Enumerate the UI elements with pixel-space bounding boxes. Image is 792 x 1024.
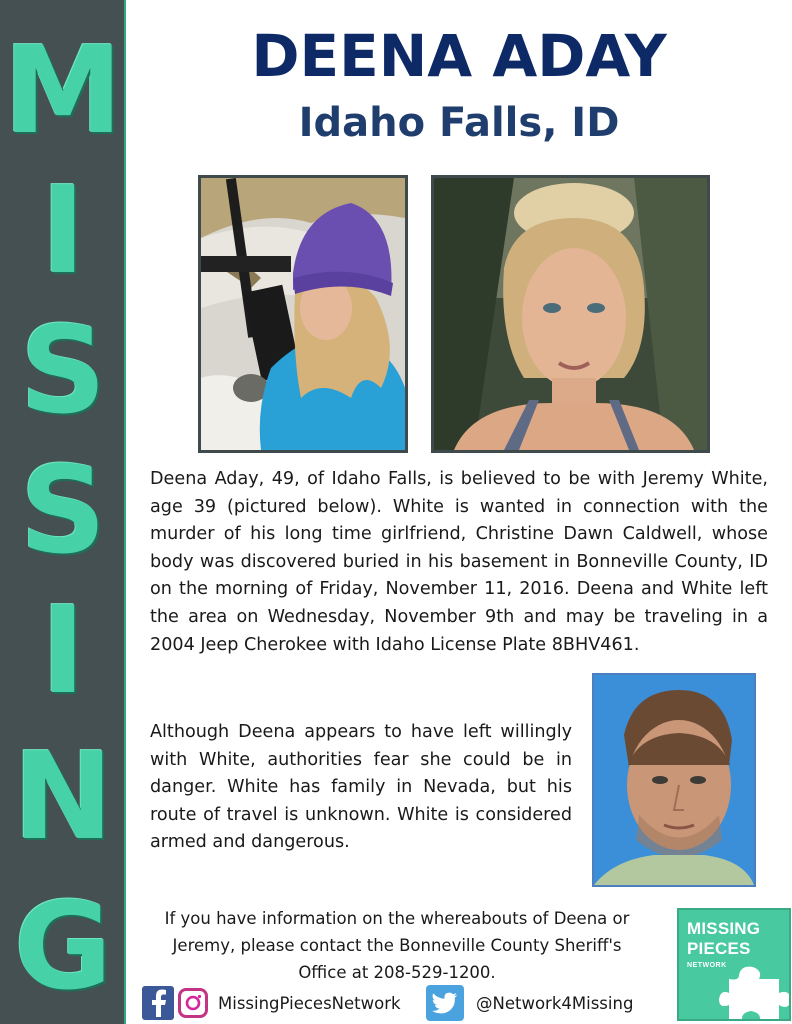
photo-deena-selfie [431, 175, 710, 453]
social-twitter [426, 985, 633, 1021]
banner-letter: N [12, 728, 114, 867]
missing-person-location: Idaho Falls, ID [298, 100, 620, 146]
twitter-icon[interactable] [426, 985, 464, 1021]
social-facebook-instagram [142, 985, 401, 1021]
contact-line: Jeremy, please contact the Bonneville County Sheriff's [172, 936, 622, 955]
missing-person-name: DEENA ADAY [251, 22, 667, 90]
photo-jeremy-mugshot [592, 673, 756, 887]
banner-letter: M [3, 22, 123, 161]
missing-banner [0, 0, 126, 1024]
banner-letter: I [40, 162, 86, 301]
facebook-instagram-handle: MissingPiecesNetwork [218, 993, 401, 1013]
danger-paragraph: Although Deena appears to have left willingly with White, authorities fear she could be in danger. White has family in Nevada, but his route of travel is unknown. White is considered armed and dangerous. [150, 722, 572, 853]
description-paragraph: Deena Aday, 49, of Idaho Falls, is believed to be with Jeremy White, age 39 (pictured below). White is wanted in connection with the murder of his long time girlfriend, Christine Dawn Caldwell, whose body was discovered buried in his basement in Bonneville County, ID on the morning of Friday, November 11, 2016. Deena and White left the area on Wednesday, November 9th and may be traveling in a 2004 Jeep Cherokee with Idaho License Plate 8BHV461. [150, 469, 768, 655]
banner-letter: G [13, 878, 113, 1017]
missing-pieces-network-logo [677, 908, 791, 1021]
banner-letter: S [19, 442, 107, 581]
logo-text: NETWORK [687, 962, 727, 969]
contact-line: If you have information on the whereabouts of Deena or [164, 909, 630, 928]
logo-text: MISSING [687, 919, 761, 938]
banner-letter: S [19, 302, 107, 441]
puzzle-piece-icon [719, 965, 791, 1021]
photo-deena-outdoor [198, 175, 408, 453]
instagram-icon[interactable] [178, 988, 208, 1018]
logo-text: PIECES [687, 939, 751, 958]
contact-line: Office at 208-529-1200. [298, 963, 496, 982]
contact-info [132, 905, 662, 986]
facebook-icon[interactable] [142, 986, 174, 1020]
banner-letter: I [40, 582, 86, 721]
twitter-handle: @Network4Missing [476, 993, 634, 1013]
